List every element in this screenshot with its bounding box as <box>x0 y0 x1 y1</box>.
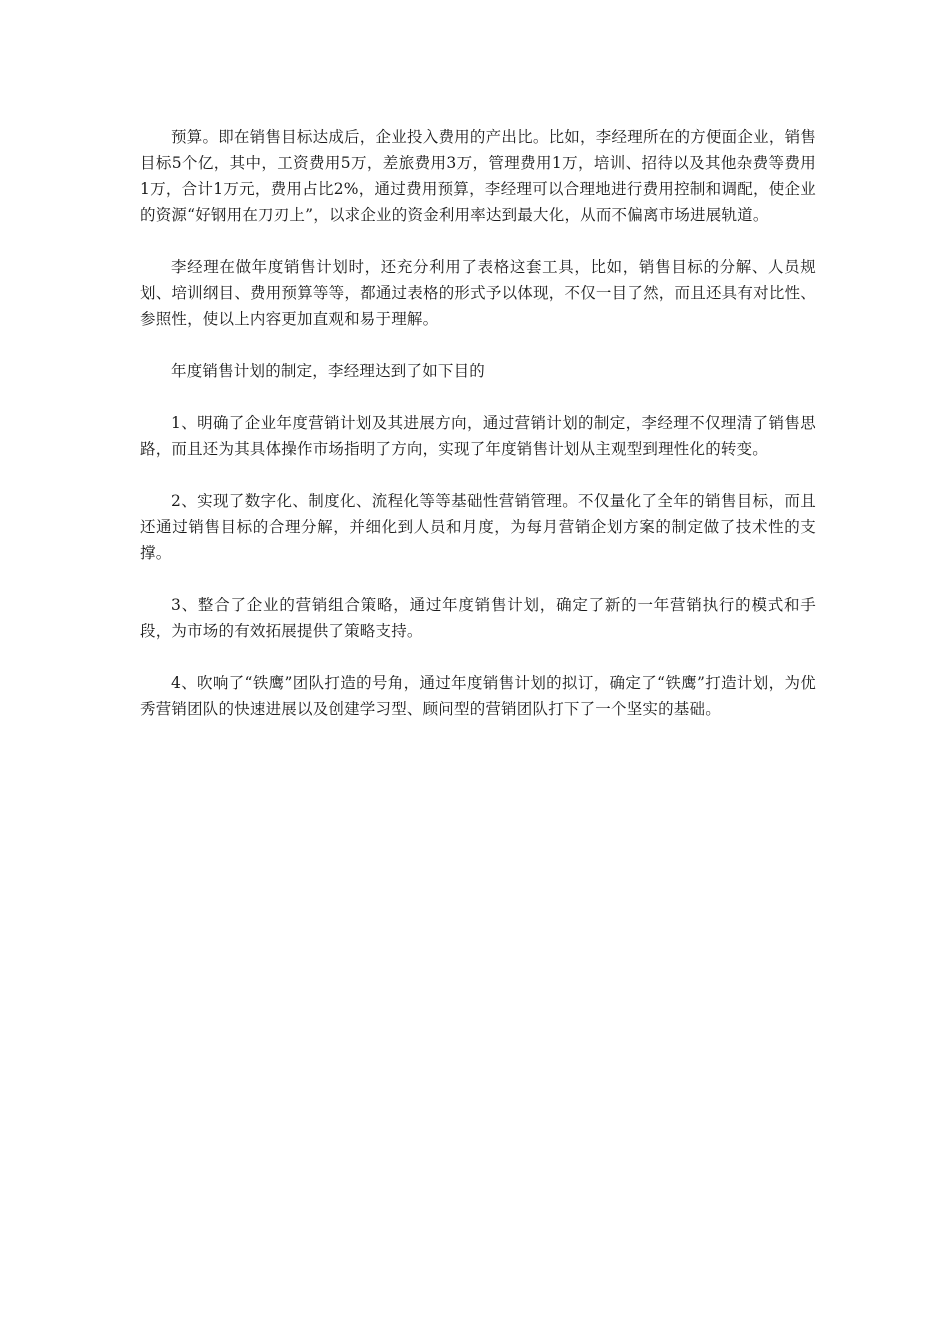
paragraph-goal-2: 2、实现了数字化、制度化、流程化等等基础性营销管理。不仅量化了全年的销售目标，而且还通过销售目标的合理分解，并细化到人员和月度，为每月营销企划方案的制定做了技术性的支撑。 <box>140 492 816 562</box>
paragraph-goals-intro: 年度销售计划的制定，李经理达到了如下目的 <box>171 362 486 380</box>
paragraph-goal-1: 1、明确了企业年度营销计划及其进展方向，通过营销计划的制定，李经理不仅理清了销售思路，而且还为其具体操作市场指明了方向，实现了年度销售计划从主观型到理性化的转变。 <box>140 414 816 458</box>
paragraph-goal-3: 3、整合了企业的营销组合策略，通过年度销售计划，确定了新的一年营销执行的模式和手段，为市场的有效拓展提供了策略支持。 <box>140 596 816 640</box>
document-body <box>140 124 816 748</box>
paragraph-goal-4: 4、吹响了“铁鹰”团队打造的号角，通过年度销售计划的拟订，确定了“铁鹰”打造计划，为优秀营销团队的快速进展以及创建学习型、顾问型的营销团队打下了一个坚实的基础。 <box>140 674 816 718</box>
paragraph-tables: 李经理在做年度销售计划时，还充分利用了表格这套工具，比如，销售目标的分解、人员规划、培训纲目、费用预算等等，都通过表格的形式予以体现，不仅一目了然，而且还具有对比性、参照性，使以上内容更加直观和易于理解。 <box>140 258 816 328</box>
paragraph-budget: 预算。即在销售目标达成后，企业投入费用的产出比。比如，李经理所在的方便面企业，销售目标5个亿，其中，工资费用5万，差旅费用3万，管理费用1万，培训、招待以及其他杂费等费用1万，合计1万元，费用占比2%，通过费用预算，李经理可以合理地进行费用控制和调配，使企业的资源“好钢用在刀刃上”，以求企业的资金利用率达到最大化，从而不偏离市场进展轨道。 <box>140 128 816 224</box>
